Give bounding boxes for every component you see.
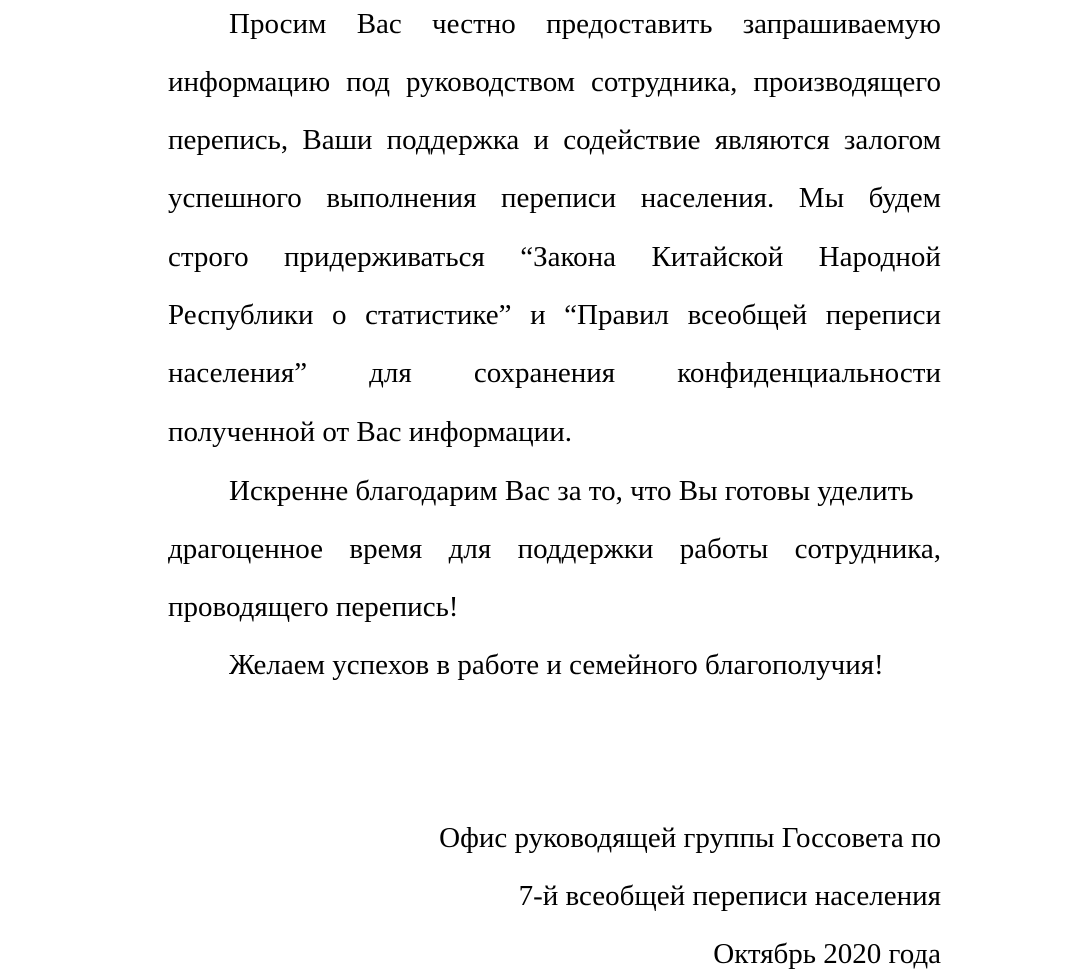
word: перепись, — [168, 124, 289, 156]
word: “Закона — [520, 241, 616, 273]
word: будем — [868, 182, 941, 214]
word: для — [448, 533, 492, 565]
paragraph-2-line-3: проводящего перепись! — [168, 591, 459, 623]
paragraph-1-line-3 — [168, 120, 941, 160]
word: о — [332, 299, 347, 331]
paragraph-2-line-2 — [168, 529, 941, 569]
word: статистике” — [365, 299, 512, 331]
word: работы — [679, 533, 769, 565]
word: сохранения — [473, 357, 616, 389]
word: Народной — [818, 241, 941, 273]
paragraph-2-line-1: Искренне благодарим Вас за то, что Вы готовы уделить — [229, 475, 914, 507]
word: Мы — [798, 182, 845, 214]
word: для — [369, 357, 412, 389]
word: руководством — [406, 66, 576, 98]
word: залогом — [843, 124, 941, 156]
word: населения” — [168, 357, 308, 389]
signature-organization-line-1: Офис руководящей группы Госсовета по — [439, 822, 941, 854]
word: производящего — [753, 66, 941, 98]
word: строго — [168, 241, 249, 273]
word: Китайской — [651, 241, 784, 273]
word: запрашиваемую — [742, 8, 941, 40]
paragraph-1-line-7 — [168, 353, 941, 393]
word: информацию — [168, 66, 331, 98]
paragraph-1-line-8: полученной от Вас информации. — [168, 416, 572, 448]
paragraph-1-line-1 — [168, 4, 941, 44]
signature-date: Октябрь 2020 года — [713, 938, 941, 970]
word: Вас — [356, 8, 402, 40]
word: переписи — [825, 299, 941, 331]
word: всеобщей — [687, 299, 808, 331]
paragraph-1-line-5 — [168, 237, 941, 277]
word: переписи — [500, 182, 617, 214]
word: успешного — [168, 182, 302, 214]
word: честно — [432, 8, 516, 40]
word: под — [346, 66, 391, 98]
word: драгоценное — [168, 533, 323, 565]
word: Ваши — [302, 124, 373, 156]
word: являются — [714, 124, 830, 156]
word: время — [349, 533, 423, 565]
word: выполнения — [326, 182, 477, 214]
word: Республики — [168, 299, 314, 331]
signature-organization-line-2: 7-й всеобщей переписи населения — [518, 880, 941, 912]
word: “Правил — [564, 299, 670, 331]
word: конфиденциальности — [677, 357, 941, 389]
word: поддержки — [517, 533, 654, 565]
word: и — [530, 299, 546, 331]
paragraph-1-line-6 — [168, 295, 941, 335]
word: придерживаться — [284, 241, 485, 273]
paragraph-1-line-2 — [168, 62, 941, 102]
word: поддержка — [386, 124, 520, 156]
word: сотрудника, — [794, 533, 941, 565]
word: населения. — [640, 182, 775, 214]
word: содействие — [563, 124, 701, 156]
word: сотрудника, — [590, 66, 738, 98]
paragraph-1-line-4 — [168, 178, 941, 218]
word: и — [533, 124, 549, 156]
word: Просим — [229, 8, 327, 40]
paragraph-3-line-1: Желаем успехов в работе и семейного благополучия! — [229, 649, 884, 681]
word: предоставить — [546, 8, 713, 40]
